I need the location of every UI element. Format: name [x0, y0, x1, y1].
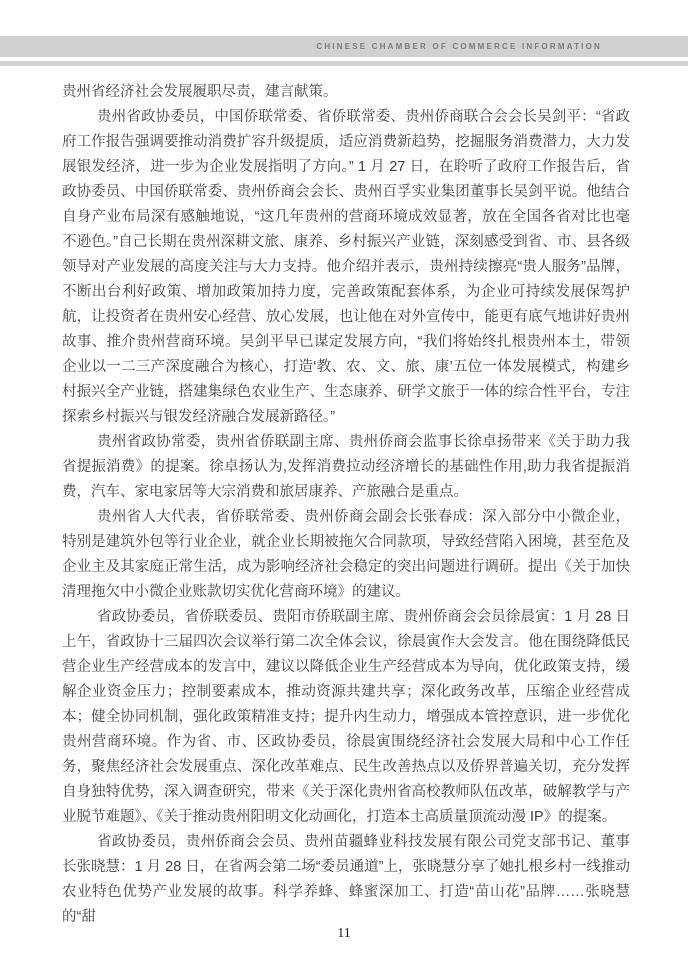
body-paragraph-4: 贵州省人大代表，省侨联常委、贵州侨商会副会长张春成：深入部分中小微企业，特别是建筑外包等行业企业，就企业长期被拖欠合同款项，导致经营陷入困境，甚至危及企业主及其家庭正常生活，成为影响经济社会稳定的突出问题进行调研。提出《关于加快清理拖欠中小微企业账款切实优化营商环境》的建议。: [62, 509, 630, 600]
body-paragraph-1: 贵州省经济社会发展履职尽责，建言献策。: [62, 84, 338, 100]
header-bar: [0, 36, 688, 57]
page-footer: [0, 924, 688, 942]
body-paragraph-2: 贵州省政协委员，中国侨联常委、省侨联常委、贵州侨商联合会会长吴剑平：“省政府工作报告强调要推动消费扩容升级提质，适应消费新趋势，挖掘服务消费潜力，大力发展银发经济，进一步为企业发展指明了方向。” 1 月 27 日，在聆听了政府工作报告后，省政协委员、中国侨联常委、贵州侨商会会长、贵州百孚实业集团董事长吴剑平说。他结合自身产业布局深有感触地说，“这几年贵州的营商环境成效显著，放在全国各省对比也毫不逊色。”自己长期在贵州深耕文旅、康养、乡村振兴产业链，深刻感受到省、市、县各级领导对产业发展的高度关注与大力支持。他介绍并表示，贵州持续擦亮“贵人服务”品牌，不断出台利好政策、增加政策加持力度，完善政策配套体系，为企业可持续发展保驾护航，让投资者在贵州安心经营、放心发展，也让他在对外宣传中，能更有底气地讲好贵州故事、推介贵州营商环境。吴剑平早已谋定发展方向，“我们将始终扎根贵州本土，带领企业以一二三产深度融合为核心，打造‘教、农、文、旅、康’五位一体发展模式，构建乡村振兴全产业链，搭建集绿色农业生产、生态康养、研学文旅于一体的综合性平台，专注探索乡村振兴与银发经济融合发展新路径。”: [62, 109, 630, 425]
header-rule: [0, 61, 688, 66]
body-paragraph-3: 贵州省政协常委，贵州省侨联副主席、贵州侨商会监事长徐卓扬带来《关于助力我省提振消费》的提案。徐卓扬认为,发挥消费拉动经济增长的基础性作用,助力我省提振消费，汽车、家电家居等大宗消费和旅居康养、产旅融合是重点。: [62, 434, 630, 500]
article-body: [62, 80, 630, 930]
masthead-text: CHINESE CHAMBER OF COMMERCE INFORMATION: [316, 42, 602, 51]
body-paragraph-5: 省政协委员，省侨联委员、贵阳市侨联副主席、贵州侨商会会员徐晨寅：1 月 28 日上午，省政协十三届四次会议举行第二次全体会议，徐晨寅作大会发言。他在围绕降低民营企业生产经营成本的发言中，建议以降低企业生产经营成本为导向，优化政策支持，缓解企业资金压力；控制要素成本，推动资源共建共享；深化政务改革，压缩企业经营成本；健全协同机制，强化政策精准支持；提升内生动力，增强成本管控意识，进一步优化贵州营商环境。作为省、市、区政协委员，徐晨寅围绕经济社会发展大局和中心工作任务，聚焦经济社会发展重点、深化改革难点、民生改善热点以及侨界普遍关切，充分发挥自身独特优势，深入调查研究，带来《关于深化贵州省高校教师队伍改革，破解教学与产业脱节难题》、《关于推动贵州阳明文化动画化，打造本土高质量顶流动漫 IP》的提案。: [62, 609, 630, 825]
body-paragraph-6: 省政协委员，贵州侨商会会员、贵州苗疆蜂业科技发展有限公司党支部书记、董事长张晓慧：1 月 28 日，在省两会第二场“委员通道”上，张晓慧分享了她扎根乡村一线推动农业特色优势产业发展的故事。科学养蜂、蜂蜜深加工、打造“苗山花”品牌……张晓慧的“甜: [62, 834, 630, 925]
page-number: 11: [337, 926, 351, 941]
